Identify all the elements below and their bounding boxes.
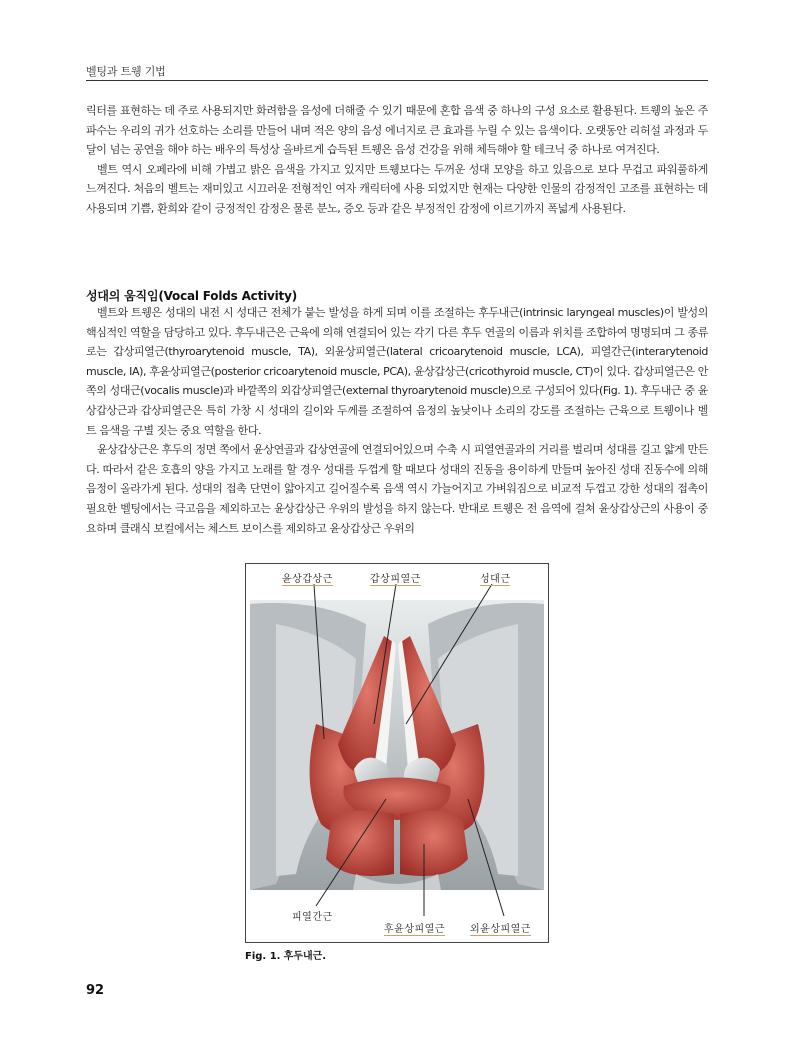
section-paragraph-1: 벨트와 트웽은 성대의 내전 시 성대근 전체가 붙는 발성을 하게 되며 이를 조절하는 후두내근(intrinsic laryngeal muscles)이 발성의 핵심적인 역할을 담당하고 있다. 후두내근은 근육에 의해 연결되어 있는 각기 다른 후두 연골의 이름과 위치를 조합하여 명명되며 그 종류로는 갑상피열근(thyroarytenoid muscle, TA), 외윤상피열근(lateral cricoarytenoid muscle, LCA), 피열간근(interarytenoid muscle, IA), 후윤상피열근(posterior cricoarytenoid muscle, PCA), 윤상갑상근(cricothyroid muscle, CT)이 있다. 갑상피열근은 안쪽의 성대근(vocalis muscle)과 바깥쪽의 외갑상피열근(external thyroarytenoid muscle)으로 구성되어 있다(Fig. 1). 후두내근 중 윤상갑상근과 갑상피열근은 특히 가창 시 성대의 길이와 두께를 조절하여 음정의 높낮이나 소리의 강도를 조절하는 근육으로 트웽이나 벨트 음색을 구별 짓는 중요 역할을 한다. [86, 306, 708, 437]
section-text [86, 303, 708, 538]
header-rule [86, 80, 708, 81]
page-number: 92 [86, 983, 105, 998]
intro-text [86, 101, 708, 218]
label-lateral-cricoarytenoid: 외윤상피열근 [470, 920, 531, 936]
figure-larynx-muscles [245, 563, 549, 943]
caption-number: Fig. 1. [245, 951, 281, 962]
larynx-illustration [246, 564, 548, 942]
caption-text: 후두내근. [283, 951, 327, 962]
section-paragraph-2: 윤상갑상근은 후두의 정면 쪽에서 윤상연골과 갑상연골에 연결되어있으며 수축 시 피열연골과의 거리를 벌리며 성대를 길고 얇게 만든다. 따라서 같은 호흡의 양을 가지고 노래를 할 경우 성대를 두껍게 할 때보다 성대의 진동을 용이하게 만들며 높아진 성대 진동수에 의해 음정이 올라가게 된다. 성대의 접촉 단면이 얇아지고 길어질수록 음색 역시 가늘어지고 가벼워짐으로 비교적 두껍고 강한 성대의 접촉이 필요한 벨팅에서는 극고음을 제외하고는 윤상갑상근 우위의 발성을 하지 않는다. 반대로 트웽은 전 음역에 걸쳐 윤상갑상근의 사용이 중요하며 클래식 보컬에서는 체스트 보이스를 제외하고 윤상갑상근 우위의 [86, 443, 708, 535]
figure-caption [245, 947, 326, 962]
section-heading: 성대의 움직임(Vocal Folds Activity) [86, 289, 297, 303]
label-posterior-cricoarytenoid: 후윤상피열근 [384, 920, 445, 936]
label-cricothyroid: 윤상갑상근 [282, 570, 333, 586]
posterior-cricoarytenoid-left [326, 810, 394, 876]
intro-paragraph-2: 벨트 역시 오페라에 비해 가볍고 밝은 음색을 가지고 있지만 트웽보다는 두꺼운 성대 모양을 하고 있음으로 보다 무겁고 파워풀하게 느껴진다. 처음의 벨트는 재미있고 시끄러운 전형적인 여자 캐릭터에 사용 되었지만 현재는 다양한 인물의 감정적인 고조를 표현하는 데 사용되며 기쁨, 환희와 같이 긍정적인 감정은 물론 분노, 증오 등과 같은 부정적인 감정에 이르기까지 폭넓게 사용된다. [86, 162, 708, 215]
posterior-cricoarytenoid-right [400, 810, 468, 876]
label-vocalis: 성대근 [480, 570, 510, 586]
label-thyroarytenoid: 갑상피열근 [370, 570, 421, 586]
label-interarytenoid: 피열간근 [292, 912, 333, 923]
intro-paragraph-1: 릭터를 표현하는 데 주로 사용되지만 화려함을 음성에 더해줄 수 있기 때문에 혼합 음색 중 하나의 구성 요소로 활용된다. 트웽의 높은 주파수는 우리의 귀가 선호하는 소리를 만들어 내며 적은 양의 음성 에너지로 큰 효과를 누릴 수 있는 음색이다. 오랫동안 리허설 과정과 두 달이 넘는 공연을 해야 하는 배우의 특성상 올바르게 습득된 트웽은 음성 건강을 위해 체득해야 할 테크닉 중 하나로 여겨진다. [86, 104, 708, 156]
running-head: 벨팅과 트웽 기법 [86, 65, 166, 78]
